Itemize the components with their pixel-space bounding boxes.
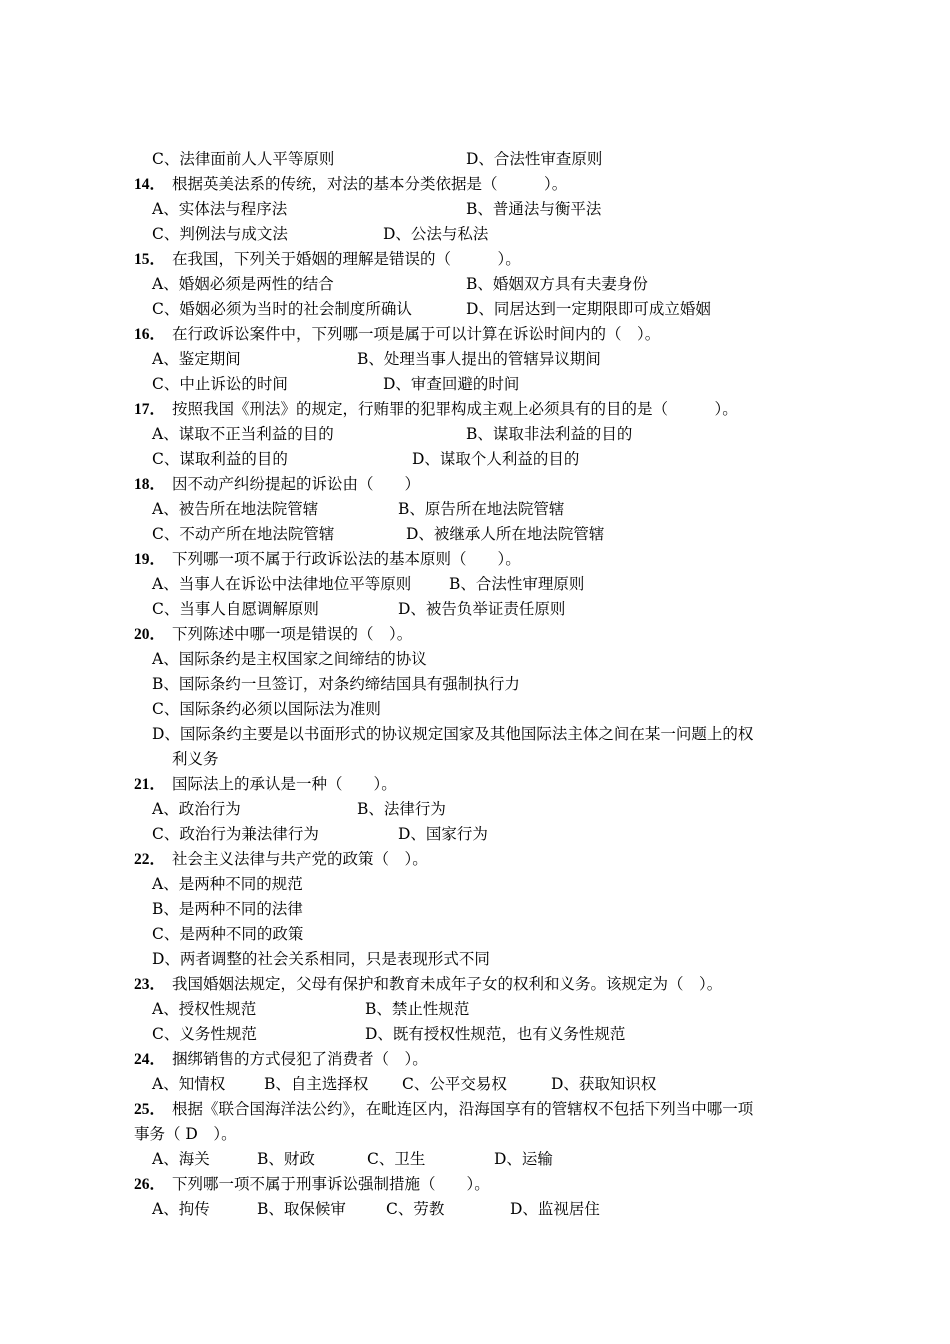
option-text: D、国际条约主要是以书面形式的协议规定国家及其他国际法主体之间在某一问题上的权	[152, 725, 754, 743]
question-text: 根据《联合国海洋法公约》，在毗连区内，沿海国享有的管辖权不包括下列当中哪一项	[172, 1100, 754, 1118]
option-text: D、监视居住	[510, 1200, 600, 1218]
option-text: 事务（ D ）。	[134, 1125, 237, 1143]
option-text: D、公法与私法	[383, 225, 489, 243]
question-number: 26．	[134, 1176, 166, 1193]
question-number: 17．	[134, 401, 166, 418]
option-text: D、审查回避的时间	[383, 375, 520, 393]
option-text: B、合法性审理原则	[449, 575, 585, 593]
question-text: 捆绑销售的方式侵犯了消费者（ ）。	[172, 1050, 428, 1068]
question-text: 下列陈述中哪一项是错误的（ ）。	[172, 625, 413, 643]
option-text: C、不动产所在地法院管辖	[152, 525, 335, 543]
question-number: 16．	[134, 326, 166, 343]
option-text: C、中止诉讼的时间	[152, 375, 288, 393]
question-number: 18．	[134, 476, 166, 493]
option-text: C、劳教	[386, 1200, 445, 1218]
option-text: A、海关	[152, 1150, 210, 1168]
option-text: C、谋取利益的目的	[152, 450, 288, 468]
option-text: A、政治行为	[152, 800, 241, 818]
option-text: B、法律行为	[357, 800, 446, 818]
option-text: C、卫生	[367, 1150, 426, 1168]
option-text: B、处理当事人提出的管辖异议期间	[357, 350, 601, 368]
option-text: D、同居达到一定期限即可成立婚姻	[466, 300, 711, 318]
question-text: 因不动产纠纷提起的诉讼由（ ）	[172, 475, 421, 493]
question-number: 22．	[134, 851, 166, 868]
option-text: A、授权性规范	[152, 1000, 257, 1018]
option-text: A、拘传	[152, 1200, 210, 1218]
option-text: B、禁止性规范	[365, 1000, 470, 1018]
question-text: 我国婚姻法规定，父母有保护和教育未成年子女的权利和义务。该规定为（ ）。	[172, 975, 723, 993]
option-text: C、当事人自愿调解原则	[152, 600, 319, 618]
option-text: D、既有授权性规范，也有义务性规范	[365, 1025, 626, 1043]
option-text: C、国际条约必须以国际法为准则	[152, 700, 381, 718]
option-text: A、被告所在地法院管辖	[152, 500, 319, 518]
option-text: B、谋取非法利益的目的	[466, 425, 633, 443]
question-number: 19．	[134, 551, 166, 568]
option-text: D、合法性审查原则	[466, 150, 603, 168]
question-number: 24．	[134, 1051, 166, 1068]
option-text: 利义务	[172, 750, 219, 768]
option-text: B、取保候审	[257, 1200, 346, 1218]
option-text: A、国际条约是主权国家之间缔结的协议	[152, 650, 427, 668]
question-text: 根据英美法系的传统，对法的基本分类依据是（ ）。	[172, 175, 568, 193]
option-text: C、义务性规范	[152, 1025, 257, 1043]
option-text: D、两者调整的社会关系相同，只是表现形式不同	[152, 950, 490, 968]
question-text: 下列哪一项不属于刑事诉讼强制措施（ ）。	[172, 1175, 490, 1193]
option-text: A、婚姻必须是两性的结合	[152, 275, 334, 293]
option-text: C、法律面前人人平等原则	[152, 150, 335, 168]
option-text: A、是两种不同的规范	[152, 875, 303, 893]
option-text: B、自主选择权	[264, 1075, 369, 1093]
option-text: A、谋取不正当利益的目的	[152, 425, 334, 443]
option-text: D、获取知识权	[551, 1075, 657, 1093]
option-text: B、国际条约一旦签订，对条约缔结国具有强制执行力	[152, 675, 520, 693]
option-text: B、普通法与衡平法	[466, 200, 602, 218]
option-text: A、实体法与程序法	[152, 200, 288, 218]
option-text: C、政治行为兼法律行为	[152, 825, 319, 843]
option-text: A、当事人在诉讼中法律地位平等原则	[152, 575, 412, 593]
option-text: B、婚姻双方具有夫妻身份	[466, 275, 648, 293]
option-text: D、国家行为	[398, 825, 488, 843]
option-text: A、知情权	[152, 1075, 226, 1093]
question-text: 在我国，下列关于婚姻的理解是错误的（ ）。	[172, 250, 521, 268]
option-text: B、原告所在地法院管辖	[398, 500, 565, 518]
question-text: 在行政诉讼案件中，下列哪一项是属于可以计算在诉讼时间内的（ ）。	[172, 325, 661, 343]
option-text: C、公平交易权	[402, 1075, 507, 1093]
option-text: D、运输	[494, 1150, 553, 1168]
question-number: 15．	[134, 251, 166, 268]
option-text: D、谋取个人利益的目的	[412, 450, 580, 468]
option-text: D、被告负举证责任原则	[398, 600, 566, 618]
option-text: C、判例法与成文法	[152, 225, 288, 243]
question-text: 国际法上的承认是一种（ ）。	[172, 775, 397, 793]
option-text: D、被继承人所在地法院管辖	[406, 525, 605, 543]
question-text: 下列哪一项不属于行政诉讼法的基本原则（ ）。	[172, 550, 521, 568]
question-number: 20．	[134, 626, 166, 643]
question-text: 按照我国《刑法》的规定，行贿罪的犯罪构成主观上必须具有的目的是（ ）。	[172, 400, 738, 418]
option-text: C、是两种不同的政策	[152, 925, 304, 943]
option-text: C、婚姻必须为当时的社会制度所确认	[152, 300, 412, 318]
question-number: 21．	[134, 776, 166, 793]
option-text: B、是两种不同的法律	[152, 900, 303, 918]
option-text: A、鉴定期间	[152, 350, 241, 368]
question-number: 14．	[134, 176, 166, 193]
option-text: B、财政	[257, 1150, 315, 1168]
question-number: 25．	[134, 1101, 166, 1118]
question-number: 23．	[134, 976, 166, 993]
question-text: 社会主义法律与共产党的政策（ ）。	[172, 850, 428, 868]
